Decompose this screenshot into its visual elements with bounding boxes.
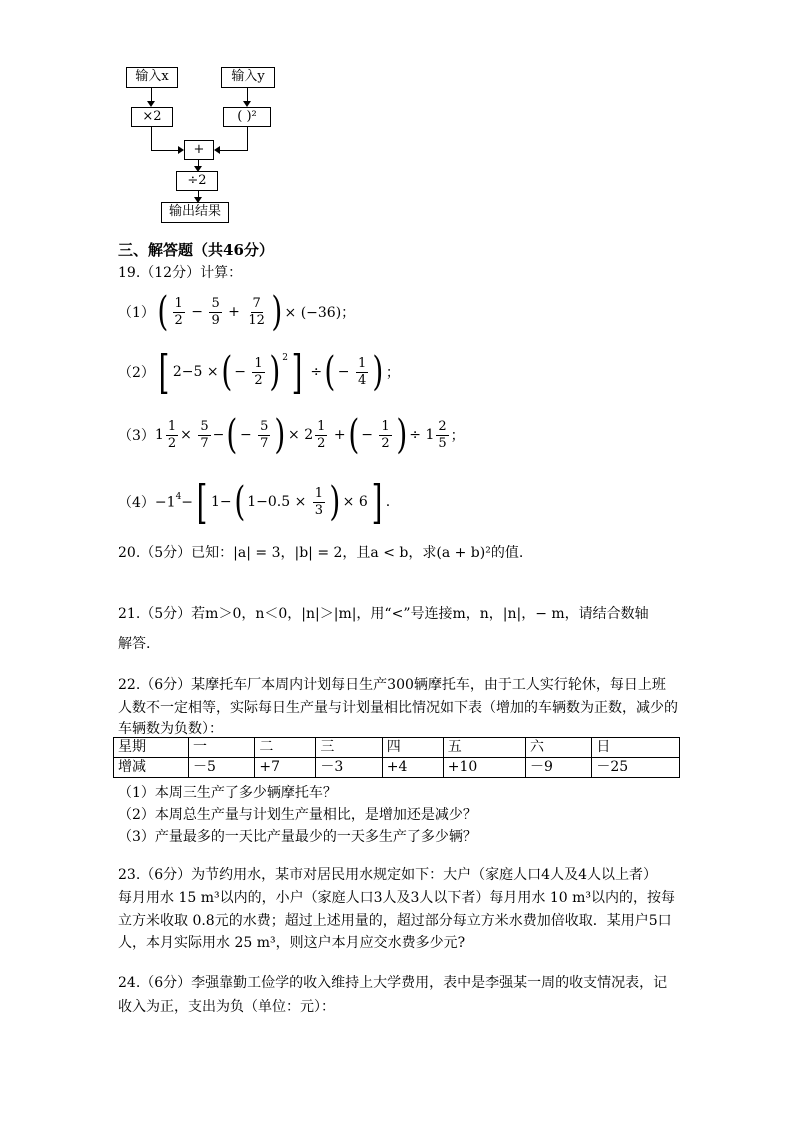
q19-p3-label: （3） — [118, 428, 155, 444]
flow-input-x: 输入x — [126, 67, 178, 88]
table-cell: －3 — [316, 758, 382, 778]
q23-line3: 立方米收取 0.8元的水费；超过上述用量的，超过部分每立方米水费加倍收取．某用户5口 — [118, 913, 672, 929]
table-cell: 星期 — [114, 738, 189, 758]
q21-line1: 21.（5分）若m＞0，n＜0，|n|＞|m|，用“<”号连接m，n，|n|，− m，请结合数轴 — [118, 606, 649, 622]
q23-line4: 人，本月实际用水 25 m³，则这户本月应交水费多少元? — [118, 935, 466, 951]
table-cell: 四 — [382, 738, 443, 758]
table-cell: 六 — [525, 738, 591, 758]
q19-head: 19.（12分）计算： — [118, 265, 243, 281]
q22-line1: 22.（6分）某摩托车厂本周内计划每日生产300辆摩托车，由于工人实行轮休，每日上班 — [118, 677, 666, 693]
table-row — [114, 758, 680, 778]
section-title: 三、解答题（共46分） — [118, 241, 274, 259]
q22-sub3: （3）产量最多的一天比产量最少的一天多生产了多少辆？ — [118, 829, 477, 845]
q19-part3: （3） 1 $\frac{1}{2}$ × $\frac{5}{7}$ − ( − $\frac{5}{7}$ ) × 2 $\frac{1}{2}$ + ( − $\frac{1}{2}$ ) ÷ 1 $\frac{2}{5}$ ； — [118, 412, 465, 458]
q19-p2-label: （2） — [118, 365, 155, 381]
flow-times2: ×2 — [131, 107, 173, 127]
q24-line2: 收入为正，支出为负（单位：元）： — [118, 999, 335, 1015]
table-cell: +7 — [255, 758, 316, 778]
q19-part2: （2） [ 2−5 × ( − $\frac{1}{2}$ ) $^2$ ] ÷ ( − $\frac{1}{4}$ ) ； — [118, 345, 400, 399]
flow-square: ( )² — [223, 107, 271, 127]
q22-sub1: （1）本周三生产了多少辆摩托车？ — [118, 785, 337, 801]
table-cell: －25 — [592, 758, 680, 778]
flow-div2: ÷2 — [176, 171, 218, 191]
table-cell: 三 — [316, 738, 382, 758]
table-cell: 五 — [443, 738, 525, 758]
table-cell: －9 — [525, 758, 591, 778]
flow-output: 输出结果 — [161, 202, 229, 223]
q19-p1-label: （1） — [118, 305, 155, 321]
q22-line3: 车辆数为负数）： — [118, 721, 223, 737]
q19-part1: （1） ( $\frac{1}{2}$ − $\frac{5}{9}$ + $\frac{7}{12}$ ) × (−36)； — [118, 289, 356, 335]
q22-sub2: （2）本周总生产量与计划生产量相比，是增加还是减少？ — [118, 807, 477, 823]
q19-p4-label: （4） — [118, 495, 155, 511]
table-cell: +4 — [382, 758, 443, 778]
table-cell: 二 — [255, 738, 316, 758]
q22-line2: 人数不一定相等，实际每日生产量与计划量相比情况如下表（增加的车辆数为正数，减少的 — [118, 700, 678, 716]
table-cell: +10 — [443, 758, 525, 778]
table-cell: －5 — [189, 758, 255, 778]
table-row — [114, 738, 680, 758]
table-cell: 一 — [189, 738, 255, 758]
flow-input-y: 输入y — [221, 67, 275, 88]
flow-plus: + — [184, 140, 214, 160]
table-cell: 增减 — [114, 758, 189, 778]
q23-line1: 23.（6分）为节约用水，某市对居民用水规定如下：大户（家庭人口4人及4人以上者） — [118, 867, 657, 883]
q21-line2: 解答. — [118, 636, 151, 652]
q24-line1: 24.（6分）李强靠勤工俭学的收入维持上大学费用，表中是李强某一周的收支情况表，记 — [118, 975, 668, 991]
table-cell: 日 — [592, 738, 680, 758]
q19-part4: （4） $-1^4-$ [ 1− ( 1−0.5 × $\frac{1}{3}$ ) × 6 ] . — [118, 475, 391, 529]
q20: 20.（5分）已知：|a| = 3，|b| = 2，且a < b，求(a + b)²的值. — [118, 545, 524, 561]
q23-line2: 每月用水 15 m³以内的，小户（家庭人口3人及3人以下者）每月用水 10 m³以内的，按每 — [118, 890, 676, 906]
q22-table — [113, 737, 680, 778]
